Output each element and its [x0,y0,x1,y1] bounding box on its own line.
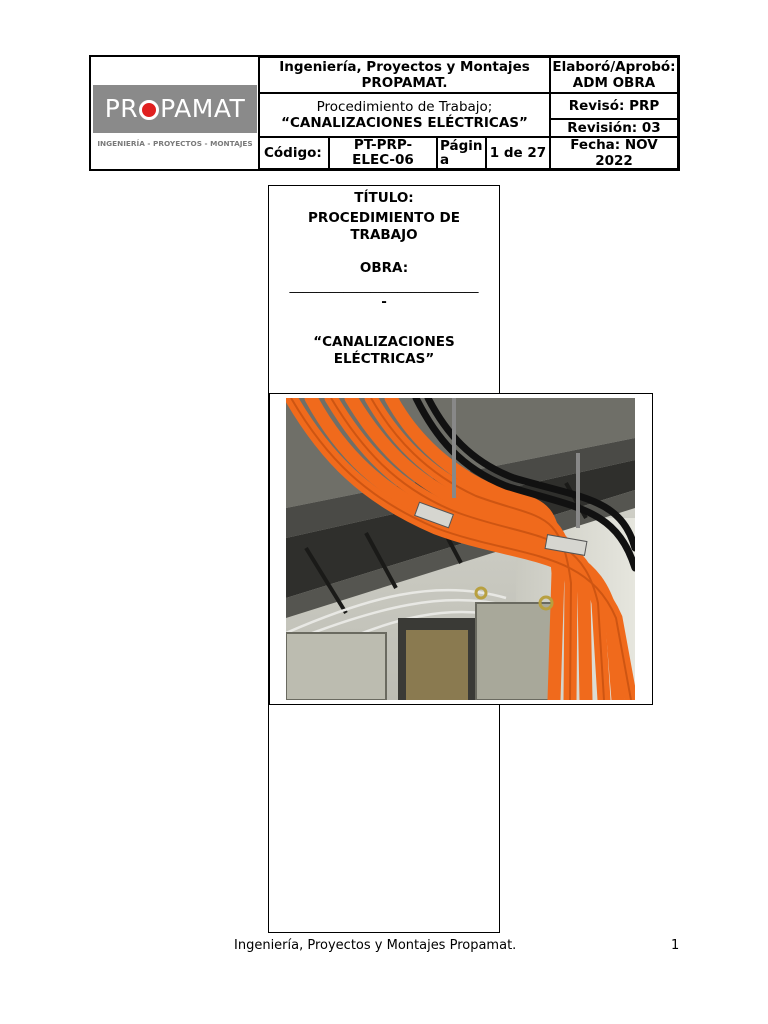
cable-tray-illustration [286,398,635,700]
company-name-line2: PROPAMAT. [361,75,448,91]
company-name-cell [259,57,550,93]
logo-word-part: PR [104,94,139,123]
fecha-cell [550,137,678,169]
fecha-text: Fecha: NOV 2022 [570,137,658,169]
procedure-line2: “CANALIZACIONES ELÉCTRICAS” [281,115,528,131]
document-header-table [89,55,680,171]
page-value: 1 de 27 [489,145,547,161]
titulo-label: TÍTULO: [354,190,414,206]
reviso-cell [550,93,678,119]
code-value: PT-PRP-ELEC-06 [352,137,414,168]
logo-tagline: INGENIERÍA - PROYECTOS - MONTAJES [97,139,253,148]
page-value-cell [486,137,550,169]
code-value-cell [329,137,437,169]
titulo-value: PROCEDIMIENTO DE TRABAJO [308,210,460,243]
code-label: Código: [264,145,322,161]
logo-dot-icon [139,100,159,120]
code-label-cell [259,137,329,169]
obra-label: OBRA: [359,260,409,276]
revision-cell [550,119,678,137]
obra-dash: - [381,294,387,310]
obra-blank-line: ____________________________ [289,278,479,294]
company-name-line1: Ingeniería, Proyectos y Montajes [279,59,530,75]
footer-page-number: 1 [671,938,680,953]
elaboro-value: ADM OBRA [572,75,656,91]
reviso-text: Revisó: PRP [568,98,660,114]
elaboro-cell [550,57,678,93]
subject-title: “CANALIZACIONES ELÉCTRICAS” [313,334,455,367]
logo-cell [91,57,259,169]
cable-tray-photo [286,398,635,700]
logo-word-part: PAMAT [160,94,246,123]
footer-company: Ingeniería, Proyectos y Montajes Propamat. [234,938,517,953]
company-logo [93,85,257,133]
procedure-title-cell [259,93,550,137]
page-label: Págin a [440,138,483,168]
cover-photo-frame [269,393,653,705]
page-label-cell [437,137,486,169]
elaboro-label: Elaboró/Aprobó: [552,59,676,75]
procedure-line1: Procedimiento de Trabajo; [316,99,493,115]
revision-text: Revisión: 03 [567,120,661,136]
